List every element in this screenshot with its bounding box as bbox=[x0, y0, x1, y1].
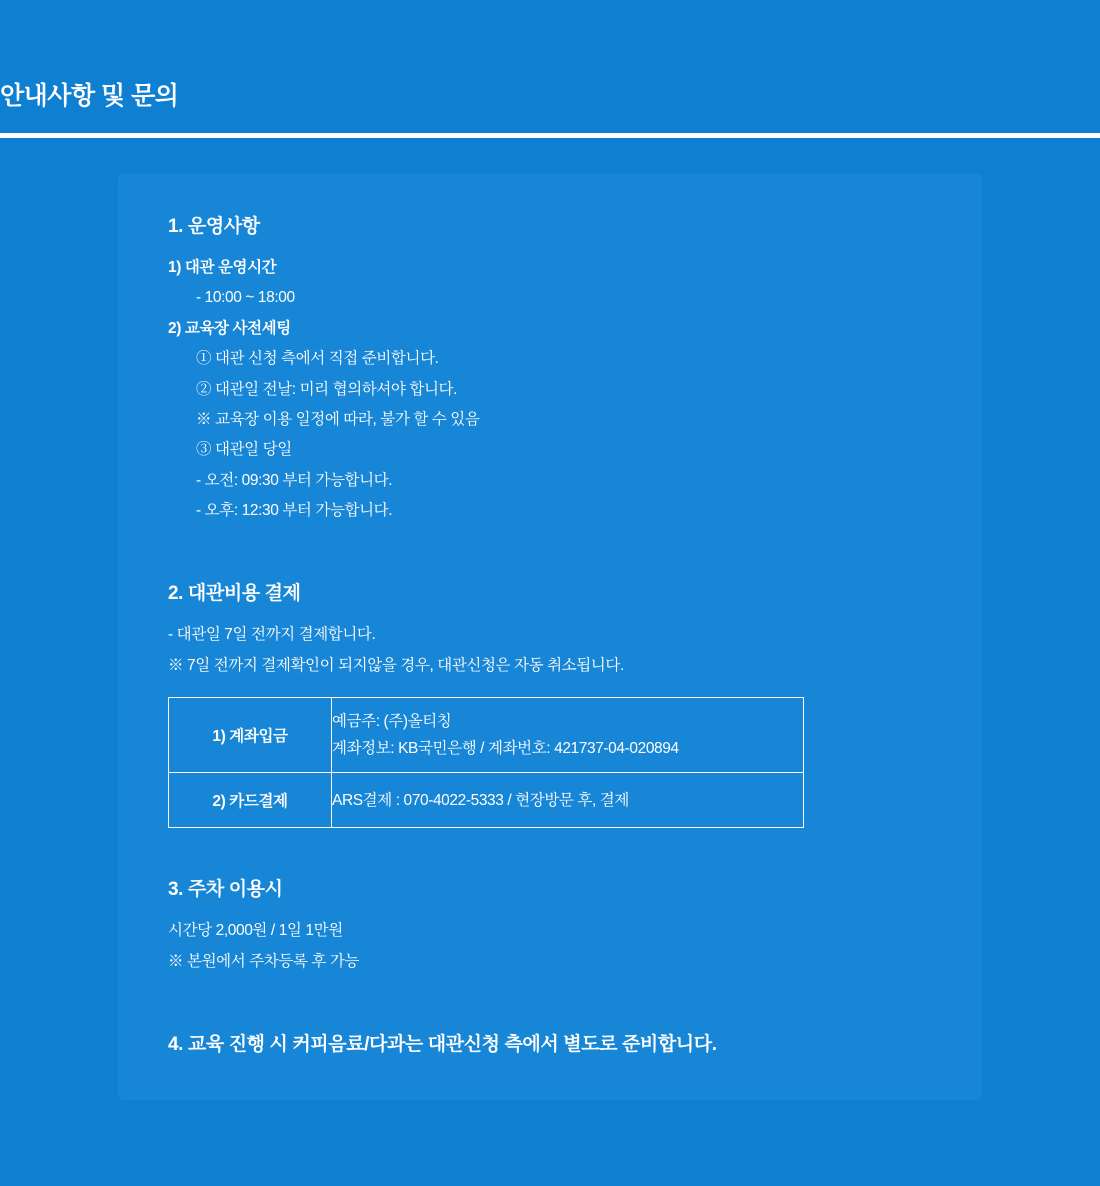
account-number: 계좌정보: KB국민은행 / 계좌번호: 421737-04-020894 bbox=[332, 740, 679, 758]
list-item: - 오후: 12:30 부터 가능합니다. bbox=[196, 502, 393, 519]
card-payment-info: ARS결제 : 070-4022-5333 / 현장방문 후, 결제 bbox=[332, 791, 629, 809]
section-3-heading: 3. 주차 이용시 bbox=[168, 879, 283, 901]
spacer bbox=[168, 605, 938, 625]
spacer bbox=[168, 520, 938, 578]
section-2-line-2: ※ 7일 전까지 결제확인이 되지않을 경우, 대관신청은 자동 취소됩니다. bbox=[168, 656, 624, 674]
list-item: ② 대관일 전날: 미리 협의하셔야 합니다. bbox=[196, 380, 458, 398]
payment-method-detail bbox=[332, 698, 804, 773]
header-divider bbox=[0, 133, 1100, 138]
payment-method-label: 1) 계좌입금 bbox=[169, 698, 332, 773]
spacer bbox=[168, 828, 938, 874]
payment-method-label: 2) 카드결제 bbox=[169, 773, 332, 828]
payment-table bbox=[168, 697, 804, 828]
section-1-heading: 1. 운영사항 bbox=[168, 216, 260, 237]
section-3-line-2: ※ 본원에서 주차등록 후 가능 bbox=[168, 952, 360, 970]
spacer bbox=[168, 277, 938, 288]
table-row bbox=[169, 773, 804, 828]
spacer bbox=[168, 429, 938, 440]
list-item: ※ 교육장 이용 일정에 따라, 불가 할 수 있음 bbox=[196, 410, 480, 428]
spacer bbox=[168, 399, 938, 410]
spacer bbox=[168, 901, 938, 921]
notice-content bbox=[168, 211, 938, 1056]
page-header bbox=[0, 0, 1100, 136]
section-1-sub-2: 2) 교육장 사전세팅 bbox=[168, 319, 291, 337]
section-4-heading: 4. 교육 진행 시 커피음료/다과는 대관신청 측에서 별도로 준비합니다. bbox=[168, 1033, 717, 1055]
spacer bbox=[168, 645, 938, 656]
list-item: ① 대관 신청 측에서 직접 준비합니다. bbox=[196, 350, 439, 368]
section-2-heading: 2. 대관비용 결제 bbox=[168, 583, 301, 605]
notice-card bbox=[118, 173, 982, 1100]
account-holder: 예금주: (주)올티칭 bbox=[332, 713, 452, 730]
table-row bbox=[169, 698, 804, 773]
spacer bbox=[168, 971, 938, 1029]
section-1-sub-1: 1) 대관 운영시간 bbox=[168, 259, 277, 276]
section-3-line-1: 시간당 2,000원 / 1일 1만원 bbox=[168, 922, 343, 940]
spacer bbox=[168, 308, 938, 319]
spacer bbox=[168, 460, 938, 471]
section-2-line-1: - 대관일 7일 전까지 결제합니다. bbox=[168, 626, 376, 644]
list-item: ③ 대관일 당일 bbox=[196, 441, 292, 459]
page-title: 안내사항 및 문의 bbox=[0, 82, 179, 110]
spacer bbox=[168, 369, 938, 380]
section-1-sub-1-item: - 10:00 ~ 18:00 bbox=[196, 289, 295, 307]
spacer bbox=[168, 238, 938, 258]
spacer bbox=[168, 941, 938, 952]
spacer bbox=[168, 338, 938, 349]
payment-method-detail bbox=[332, 773, 804, 828]
spacer bbox=[168, 490, 938, 501]
list-item: - 오전: 09:30 부터 가능합니다. bbox=[196, 471, 393, 489]
